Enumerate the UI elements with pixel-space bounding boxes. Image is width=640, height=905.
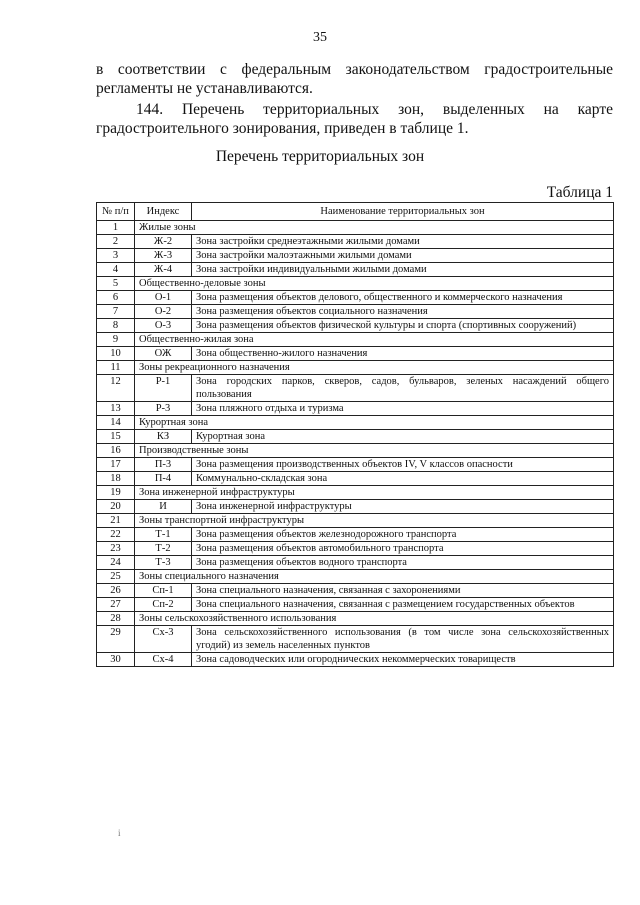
table-row (97, 626, 614, 653)
zone-group-title: Зона инженерной инфраструктуры (135, 486, 614, 500)
table-row (97, 528, 614, 542)
footer-mark: i (118, 828, 121, 838)
zone-name: Зона размещения объектов физической культуры и спорта (спортивных сооружений) (192, 319, 614, 333)
row-number: 16 (97, 444, 135, 458)
row-number: 8 (97, 319, 135, 333)
table-row (97, 221, 614, 235)
table-row (97, 402, 614, 416)
row-number: 7 (97, 305, 135, 319)
zone-group-title: Зоны специального назначения (135, 570, 614, 584)
zone-index: Т-3 (135, 556, 192, 570)
zone-name: Зона размещения объектов автомобильного транспорта (192, 542, 614, 556)
row-number: 27 (97, 598, 135, 612)
zone-index: О-3 (135, 319, 192, 333)
zone-name: Зона специального назначения, связанная с размещением государственных объектов (192, 598, 614, 612)
row-number: 21 (97, 514, 135, 528)
row-number: 9 (97, 333, 135, 347)
zone-index: Ж-3 (135, 249, 192, 263)
table-header-row (97, 203, 614, 221)
table-row (97, 235, 614, 249)
zone-index: Р-3 (135, 402, 192, 416)
table-row (97, 612, 614, 626)
zone-index: КЗ (135, 430, 192, 444)
zone-group-title: Производственные зоны (135, 444, 614, 458)
zones-table-body (97, 221, 614, 667)
zone-index: И (135, 500, 192, 514)
table-row (97, 444, 614, 458)
zone-group-title: Зоны рекреационного назначения (135, 361, 614, 375)
zone-index: Т-1 (135, 528, 192, 542)
table-row (97, 584, 614, 598)
zone-group-title: Общественно-жилая зона (135, 333, 614, 347)
zone-group-title: Жилые зоны (135, 221, 614, 235)
zone-name: Зона сельскохозяйственного использования (в том числе зона сельскохозяйственных угодий) из земель населенных пунктов (192, 626, 614, 653)
paragraph-line: регламенты не устанавливаются. (96, 80, 313, 97)
table-row (97, 556, 614, 570)
zones-table (96, 202, 614, 667)
table-row (97, 375, 614, 402)
table-row (97, 249, 614, 263)
zone-name: Зона застройки индивидуальными жилыми домами (192, 263, 614, 277)
zone-name: Коммунально-складская зона (192, 472, 614, 486)
table-row (97, 472, 614, 486)
zone-index: Т-2 (135, 542, 192, 556)
row-number: 30 (97, 653, 135, 667)
table-row (97, 430, 614, 444)
zone-index: Сп-1 (135, 584, 192, 598)
header-name: Наименование территориальных зон (192, 203, 614, 221)
row-number: 25 (97, 570, 135, 584)
row-number: 20 (97, 500, 135, 514)
table-row (97, 263, 614, 277)
zone-name: Зона общественно-жилого назначения (192, 347, 614, 361)
row-number: 14 (97, 416, 135, 430)
table-row (97, 500, 614, 514)
paragraph-line: градостроительного зонирования, приведен в таблице 1. (96, 120, 469, 137)
row-number: 12 (97, 375, 135, 402)
table-row (97, 486, 614, 500)
zone-group-title: Курортная зона (135, 416, 614, 430)
table-row (97, 653, 614, 667)
row-number: 19 (97, 486, 135, 500)
header-num: № п/п (97, 203, 135, 221)
table-row (97, 458, 614, 472)
zone-name: Зона размещения производственных объектов IV, V классов опасности (192, 458, 614, 472)
zone-name: Зона размещения объектов делового, общественного и коммерческого назначения (192, 291, 614, 305)
zone-group-title: Зоны сельскохозяйственного использования (135, 612, 614, 626)
row-number: 15 (97, 430, 135, 444)
zone-name: Зона размещения объектов железнодорожного транспорта (192, 528, 614, 542)
zone-index: П-3 (135, 458, 192, 472)
table-row (97, 277, 614, 291)
row-number: 26 (97, 584, 135, 598)
row-number: 1 (97, 221, 135, 235)
zone-name: Зона специального назначения, связанная с захоронениями (192, 584, 614, 598)
table-row (97, 598, 614, 612)
row-number: 3 (97, 249, 135, 263)
row-number: 23 (97, 542, 135, 556)
zone-name: Зона садоводческих или огороднических некоммерческих товариществ (192, 653, 614, 667)
row-number: 2 (97, 235, 135, 249)
header-index: Индекс (135, 203, 192, 221)
row-number: 10 (97, 347, 135, 361)
table-row (97, 333, 614, 347)
row-number: 18 (97, 472, 135, 486)
row-number: 13 (97, 402, 135, 416)
table-row (97, 570, 614, 584)
zone-index: О-1 (135, 291, 192, 305)
row-number: 17 (97, 458, 135, 472)
row-number: 11 (97, 361, 135, 375)
zone-group-title: Общественно-деловые зоны (135, 277, 614, 291)
zone-name: Зона застройки малоэтажными жилыми домами (192, 249, 614, 263)
table-row (97, 305, 614, 319)
table-row (97, 291, 614, 305)
zone-index: Р-1 (135, 375, 192, 402)
zone-name: Зона городских парков, скверов, садов, бульваров, зеленых насаждений общего пользования (192, 375, 614, 402)
page-number: 35 (313, 30, 327, 45)
zone-index: Ж-4 (135, 263, 192, 277)
paragraph-line: в соответствии с федеральным законодательством градостроительные (96, 61, 613, 78)
zone-name: Зона пляжного отдыха и туризма (192, 402, 614, 416)
row-number: 24 (97, 556, 135, 570)
table-row (97, 416, 614, 430)
zone-name: Зона размещения объектов социального назначения (192, 305, 614, 319)
zone-index: Сх-4 (135, 653, 192, 667)
paragraph-regulations (96, 60, 613, 98)
table-row (97, 319, 614, 333)
row-number: 28 (97, 612, 135, 626)
row-number: 4 (97, 263, 135, 277)
row-number: 5 (97, 277, 135, 291)
zone-index: П-4 (135, 472, 192, 486)
table-row (97, 514, 614, 528)
table-row (97, 542, 614, 556)
table-row (97, 361, 614, 375)
paragraph-line: 144. Перечень территориальных зон, выделенных на карте (136, 101, 613, 118)
table-heading: Перечень территориальных зон (215, 148, 425, 165)
zone-name: Зона размещения объектов водного транспорта (192, 556, 614, 570)
table-label: Таблица 1 (546, 184, 613, 201)
row-number: 29 (97, 626, 135, 653)
zone-index: О-2 (135, 305, 192, 319)
zone-index: ОЖ (135, 347, 192, 361)
zone-index: Сп-2 (135, 598, 192, 612)
row-number: 22 (97, 528, 135, 542)
zone-index: Ж-2 (135, 235, 192, 249)
paragraph-144 (96, 100, 613, 138)
zone-name: Зона застройки среднеэтажными жилыми домами (192, 235, 614, 249)
zone-group-title: Зоны транспортной инфраструктуры (135, 514, 614, 528)
table-row (97, 347, 614, 361)
zone-name: Зона инженерной инфраструктуры (192, 500, 614, 514)
row-number: 6 (97, 291, 135, 305)
zone-name: Курортная зона (192, 430, 614, 444)
zone-index: Сх-3 (135, 626, 192, 653)
